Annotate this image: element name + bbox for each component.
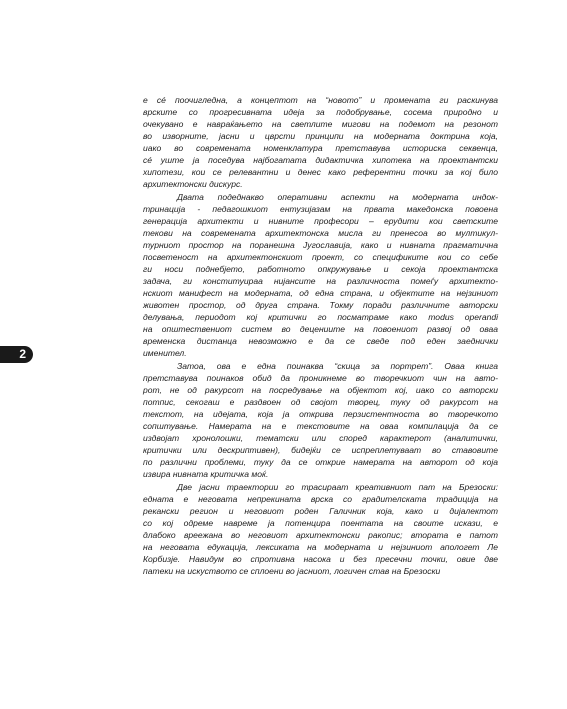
text-line: рекански регион и неговиот роден Галичник која, како и дијалектот [143, 506, 498, 516]
text-line: ги носи поднебјето, работното опкружување и секоја проектантска [143, 264, 498, 274]
text-line: нскиот манифест на модерната, од една страна, и објектите на нејзиниот [143, 288, 498, 298]
text-line: текови на современата архитектонска мисла ги пренесоа во мултикул- [143, 228, 498, 238]
text-line: извира нивната критичка моќ. [143, 469, 269, 479]
text-line: сé уште ја поседува најбогатата дидактичка хипотека на проектантски [143, 155, 498, 165]
text-line: тринација - педагошкиот ентузијазам на првата македонска повоена [143, 204, 498, 214]
text-line: посветеност на архитектонскиот проект, со спецификите кои со себе [143, 252, 498, 262]
text-line: критички или дескриптивен), бидејќи се испреплетуваат во ставовите [143, 445, 498, 455]
text-line: текстот, на идејата, која ја открива перзистентноста во творечкото [143, 409, 498, 419]
text-line: со кој одреме навреме ја потенцира поентата на своите искази, е [143, 518, 498, 528]
text-line: сопштување. Намерата на е текстовите на оваа компилација да се [143, 421, 498, 431]
text-line: очекувано е навраќањето на светлите мигови на подемот на резонот [143, 119, 498, 129]
text-line: Затоа, ова е една поинаква “скица за портрет”. Оваа книга [177, 361, 498, 371]
text-line: патеки на искуството се сплоени во јасниот, логичен став на Брезоски [143, 566, 441, 576]
text-line: на општествениот систем во децениите на повоениот развој од оваа [143, 324, 498, 334]
paragraph [143, 94, 498, 190]
text-line: издвојат хронолошки, тематски или според карактерот (аналитички, [143, 433, 498, 443]
paragraph [143, 360, 498, 480]
text-line: по различни проблеми, туку да се открие намерата на авторот од која [143, 457, 498, 467]
text-line: во изворните, јасни и цврсти принципи на модерната доктрина која, [143, 131, 498, 141]
text-line: временска дистанца невозможно е да се сведе под еден заеднички [143, 336, 498, 346]
text-line: архитектонски дискурс. [143, 179, 243, 189]
text-line: задача, ги конституираа нијансите на различноста помеѓу архитекто- [143, 276, 498, 286]
text-line: врските со прогресивната идеја за подобрување, сосема природно и [143, 107, 498, 117]
text-line: на неговата едукација, лексиката на модерната и нејзиниот апологет Ле [143, 542, 498, 552]
text-line: иако во современата номенклатура претставува историска секвенца, [143, 143, 498, 153]
text-line: е сé поочигледна, а концептот на “новото” и промената ги раскинува [143, 95, 498, 105]
body-text [143, 94, 498, 578]
text-line: животен простор, од друга страна. Токму поради различните авторски [143, 300, 498, 310]
text-line: Корбизје. Навидум во спротивна насока и без пресечни точки, овие две [143, 554, 498, 564]
text-line: именител. [143, 348, 187, 358]
text-line: рот, не од ракурсот на посредување на објектот кој, иако со авторски [143, 385, 498, 395]
paragraph [143, 191, 498, 359]
text-line: Двата подеднакво оперативни аспекти на модерната индок- [177, 192, 498, 202]
text-line: делувања, периодот кој критички го посматраме како modus operandi [143, 312, 498, 322]
text-line: потпис, секогаш е раздвоен од својот творец, туку од ракурсот на [143, 397, 498, 407]
text-line: турниот простор на поранешна Југославија, како и нивната прагматична [143, 240, 498, 250]
text-line: Две јасни траектории го трасираат креативниот пат на Брезоски: [177, 482, 498, 492]
text-line: генерација архитекти и нивните професори – ерудити кои светските [143, 216, 498, 226]
text-line: едната е неговата непрекината врска со градителската традиција на [143, 494, 498, 504]
text-line: претставува поинаков обид да проникнеме во творечкиот чин на авто- [143, 373, 498, 383]
paragraph [143, 481, 498, 577]
text-line: хипотези, кои се релевантни и денес како референтни точки за кој било [143, 167, 498, 177]
text-line: длабоко вреежана во неговиот архитектонски ракопис; втората е патот [143, 530, 498, 540]
page-number-badge: 2 [0, 346, 33, 363]
